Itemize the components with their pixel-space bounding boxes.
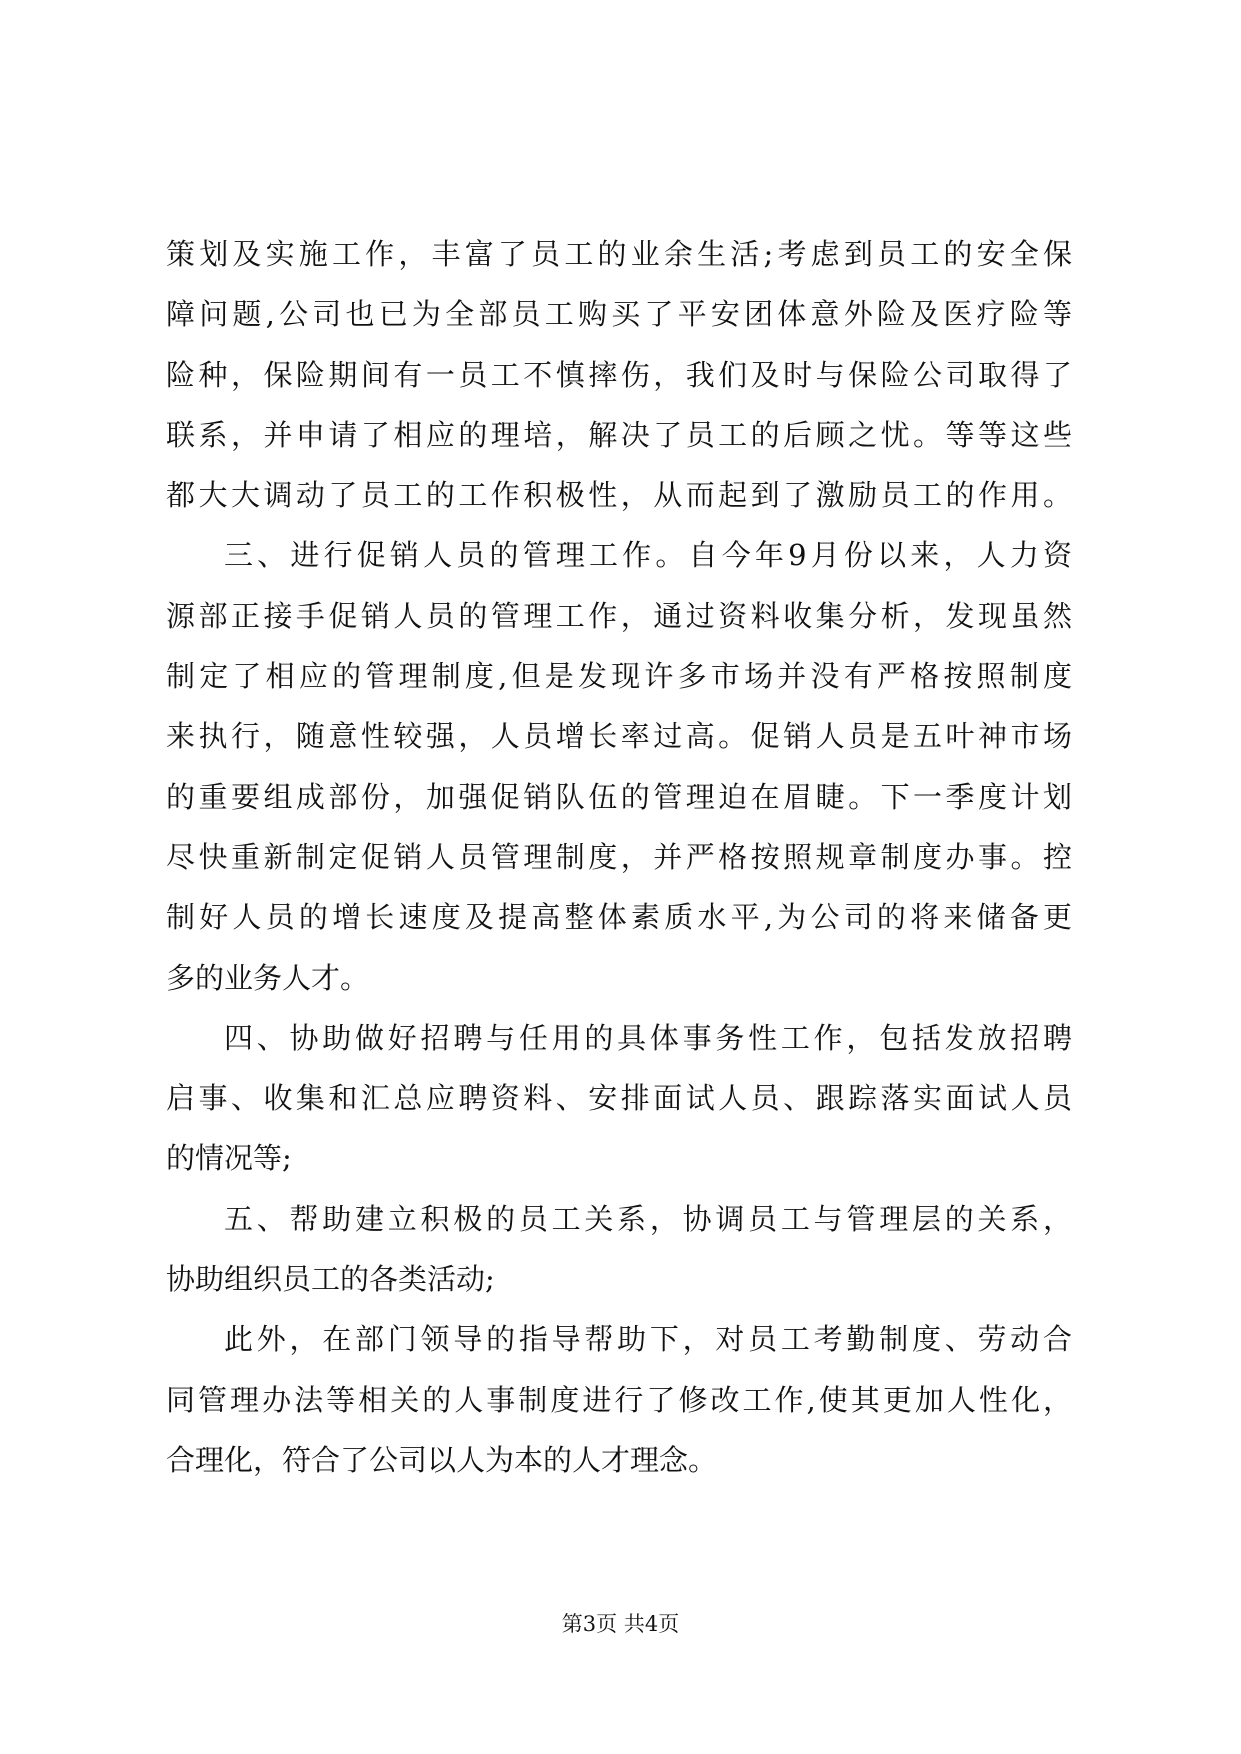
- text-line: 障问题,公司也已为全部员工购买了平安团体意外险及医疗险等: [166, 297, 1072, 332]
- text-line: 三、进行促销人员的管理工作。自今年9月份以来，人力资: [224, 538, 1072, 573]
- text-line: 联系，并申请了相应的理培，解决了员工的后顾之忧。等等这些: [166, 417, 1072, 452]
- text-line: 制定了相应的管理制度,但是发现许多市场并没有严格按照制度: [166, 659, 1072, 694]
- text-line: 多的业务人才。: [166, 960, 370, 995]
- text-line: 此外，在部门领导的指导帮助下，对员工考勤制度、劳动合: [224, 1322, 1072, 1357]
- text-line: 险种，保险期间有一员工不慎摔伤，我们及时与保险公司取得了: [166, 357, 1072, 392]
- text-line: 来执行，随意性较强，人员增长率过高。促销人员是五叶神市场: [166, 719, 1072, 754]
- text-line: 制好人员的增长速度及提高整体素质水平,为公司的将来储备更: [166, 900, 1072, 935]
- text-line: 的重要组成部份，加强促销队伍的管理迫在眉睫。下一季度计划: [166, 779, 1072, 814]
- text-line: 五、帮助建立积极的员工关系，协调员工与管理层的关系，: [224, 1201, 1072, 1236]
- text-line: 协助组织员工的各类活动;: [166, 1262, 495, 1297]
- text-line: 合理化，符合了公司以人为本的人才理念。: [166, 1442, 718, 1477]
- text-line: 启事、收集和汇总应聘资料、安排面试人员、跟踪落实面试人员: [166, 1081, 1072, 1116]
- text-line: 源部正接手促销人员的管理工作，通过资料收集分析，发现虽然: [166, 598, 1072, 633]
- text-line: 的情况等;: [166, 1141, 292, 1176]
- text-line: 尽快重新制定促销人员管理制度，并严格按照规章制度办事。控: [166, 839, 1072, 874]
- text-line: 四、协助做好招聘与任用的具体事务性工作，包括发放招聘: [224, 1020, 1072, 1055]
- text-line: 都大大调动了员工的工作积极性，从而起到了激励员工的作用。: [166, 478, 1072, 513]
- text-line: 策划及实施工作，丰富了员工的业余生活;考虑到员工的安全保: [166, 237, 1072, 271]
- text-line: 同管理办法等相关的人事制度进行了修改工作,使其更加人性化，: [166, 1382, 1072, 1417]
- body-text: [166, 224, 1072, 1490]
- page-footer: 第3页 共4页: [561, 1612, 680, 1636]
